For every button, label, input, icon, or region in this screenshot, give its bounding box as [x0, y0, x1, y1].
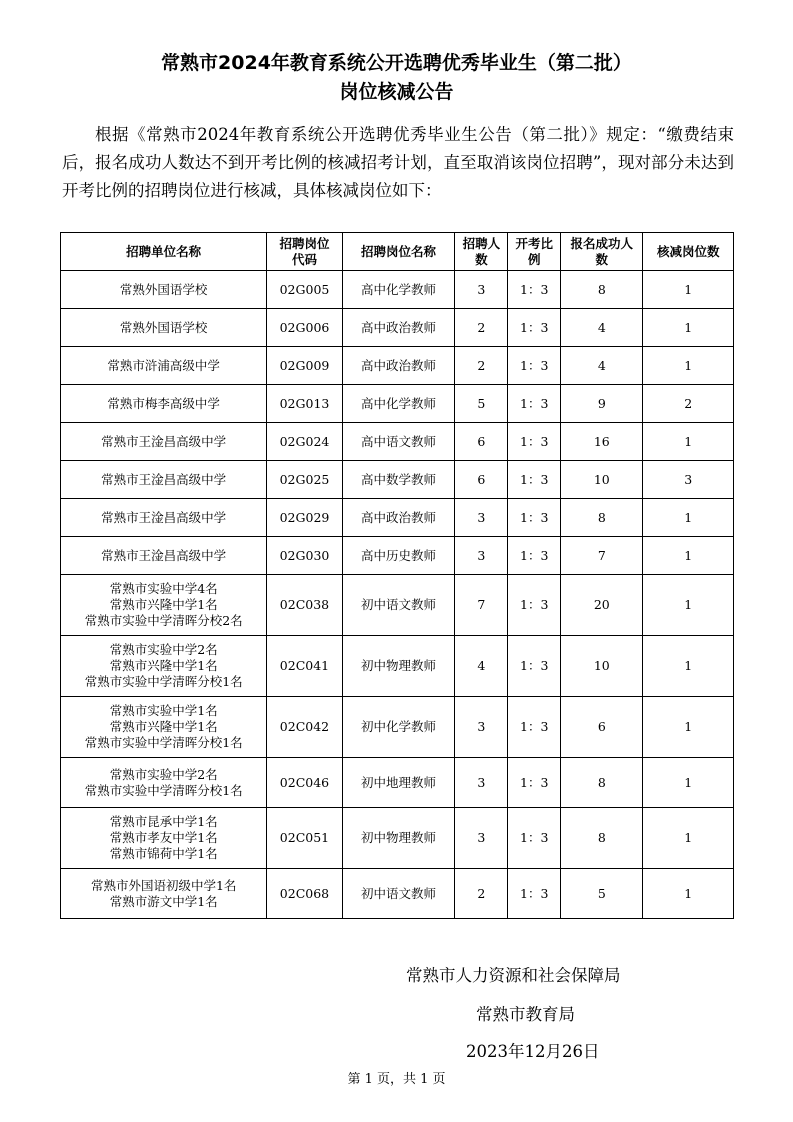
hire-count-cell: 2: [455, 347, 508, 385]
unit-name-cell: [61, 423, 267, 461]
column-header: [643, 233, 734, 271]
unit-name-cell: [61, 575, 267, 636]
hire-count-cell: 3: [455, 537, 508, 575]
cut-count-cell: 1: [643, 347, 734, 385]
table-row: [61, 636, 734, 697]
hire-count-cell: 2: [455, 869, 508, 919]
unit-name-cell: [61, 385, 267, 423]
applied-count-cell: 5: [561, 869, 643, 919]
post-code-cell: 02C068: [267, 869, 342, 919]
cut-count-cell: 1: [643, 271, 734, 309]
ratio-cell: 1：3: [508, 385, 561, 423]
applied-count-cell: 8: [561, 808, 643, 869]
ratio-cell: 1：3: [508, 636, 561, 697]
page-footer: 第 1 页，共 1 页: [347, 1072, 446, 1087]
post-name-cell: 初中物理教师: [342, 808, 455, 869]
unit-name-line: 常熟市浒浦高级中学: [107, 357, 220, 373]
column-header-text: 例: [527, 251, 541, 267]
post-code-cell: 02C042: [267, 697, 342, 758]
post-name-cell: 高中语文教师: [342, 423, 455, 461]
unit-name-line: 常熟市王淦昌高级中学: [101, 471, 227, 487]
post-code-cell: 02C046: [267, 758, 342, 808]
unit-name-line: 常熟市王淦昌高级中学: [101, 433, 227, 449]
hire-count-cell: 6: [455, 461, 508, 499]
unit-name-line: 常熟市兴隆中学1名: [109, 597, 218, 612]
intro-paragraph: 根据《常熟市2024年教育系统公开选聘优秀毕业生公告（第二批）》规定：“缴费结束后，报名成功人数达不到开考比例的核减招考计划，直至取消该岗位招聘”，现对部分未达到开考比例的招聘岗位进行核减，具体核减岗位如下：: [62, 125, 734, 200]
post-code-cell: 02G009: [267, 347, 342, 385]
ratio-cell: 1：3: [508, 869, 561, 919]
cut-count-cell: 1: [643, 575, 734, 636]
unit-name-line: 常熟市王淦昌高级中学: [101, 509, 227, 525]
unit-name-line: 常熟外国语学校: [119, 281, 208, 297]
column-header: [455, 233, 508, 271]
table-row: [61, 385, 734, 423]
post-name-cell: 高中化学教师: [342, 271, 455, 309]
column-header: [267, 233, 342, 271]
post-name-cell: 高中历史教师: [342, 537, 455, 575]
hire-count-cell: 3: [455, 808, 508, 869]
signature-date: 2023年12月26日: [466, 1042, 600, 1061]
cut-count-cell: 1: [643, 808, 734, 869]
post-code-cell: 02G024: [267, 423, 342, 461]
table-row: [61, 575, 734, 636]
post-code-cell: 02C038: [267, 575, 342, 636]
table-row: [61, 808, 734, 869]
unit-name-cell: [61, 271, 267, 309]
unit-name-line: 常熟市兴隆中学1名: [109, 719, 218, 734]
unit-name-line: 常熟外国语学校: [119, 319, 208, 335]
unit-name-line: 常熟市游文中学1名: [109, 893, 218, 909]
unit-name-line: 常熟市兴隆中学1名: [109, 658, 218, 673]
table-row: [61, 537, 734, 575]
applied-count-cell: 8: [561, 758, 643, 808]
table-header-row: [61, 233, 734, 271]
column-header: [561, 233, 643, 271]
column-header-text: 数: [475, 251, 488, 267]
table-row: [61, 309, 734, 347]
unit-name-line: 常熟市实验中学清晖分校2名: [84, 613, 243, 628]
cut-count-cell: 1: [643, 869, 734, 919]
cut-count-cell: 1: [643, 309, 734, 347]
column-header-text: 招聘人: [462, 235, 501, 251]
column-header: [342, 233, 455, 271]
applied-count-cell: 7: [561, 537, 643, 575]
hire-count-cell: 5: [455, 385, 508, 423]
unit-name-line: 常熟市王淦昌高级中学: [101, 547, 227, 563]
post-code-cell: 02G030: [267, 537, 342, 575]
post-code-cell: 02G029: [267, 499, 342, 537]
hire-count-cell: 7: [455, 575, 508, 636]
unit-name-line: 常熟市外国语初级中学1名: [90, 877, 237, 893]
unit-name-line: 常熟市昆承中学1名: [109, 814, 218, 829]
unit-name-cell: [61, 499, 267, 537]
signature-org-hr: 常熟市人力资源和社会保障局: [406, 966, 621, 985]
unit-name-line: 常熟市实验中学清晖分校1名: [84, 782, 243, 798]
unit-name-cell: [61, 758, 267, 808]
column-header-text: 代码: [291, 251, 317, 267]
unit-name-line: 常熟市梅李高级中学: [107, 395, 220, 411]
ratio-cell: 1：3: [508, 575, 561, 636]
table-row: [61, 758, 734, 808]
post-code-cell: 02G005: [267, 271, 342, 309]
cut-count-cell: 1: [643, 697, 734, 758]
hire-count-cell: 2: [455, 309, 508, 347]
applied-count-cell: 10: [561, 461, 643, 499]
ratio-cell: 1：3: [508, 758, 561, 808]
applied-count-cell: 4: [561, 309, 643, 347]
hire-count-cell: 3: [455, 697, 508, 758]
ratio-cell: 1：3: [508, 808, 561, 869]
cut-count-cell: 1: [643, 423, 734, 461]
column-header-text: 数: [595, 251, 609, 267]
hire-count-cell: 3: [455, 499, 508, 537]
ratio-cell: 1：3: [508, 347, 561, 385]
post-code-cell: 02C041: [267, 636, 342, 697]
column-header: [508, 233, 561, 271]
applied-count-cell: 8: [561, 499, 643, 537]
unit-name-cell: [61, 869, 267, 919]
unit-name-cell: [61, 636, 267, 697]
post-code-cell: 02G013: [267, 385, 342, 423]
table-row: [61, 869, 734, 919]
unit-name-cell: [61, 347, 267, 385]
post-name-cell: 初中语文教师: [342, 575, 455, 636]
cut-count-cell: 1: [643, 537, 734, 575]
column-header-text: 开考比: [515, 235, 553, 251]
applied-count-cell: 16: [561, 423, 643, 461]
unit-name-line: 常熟市实验中学清晖分校1名: [84, 674, 243, 689]
cut-count-cell: 3: [643, 461, 734, 499]
table-row: [61, 697, 734, 758]
column-header-text: 核减岗位数: [656, 243, 720, 259]
column-header-text: 招聘岗位: [279, 235, 330, 251]
post-code-cell: 02G025: [267, 461, 342, 499]
ratio-cell: 1：3: [508, 499, 561, 537]
document-title-line2: 岗位核减公告: [339, 81, 454, 103]
unit-name-line: 常熟市锦荷中学1名: [109, 846, 218, 861]
cut-count-cell: 1: [643, 499, 734, 537]
unit-name-cell: [61, 309, 267, 347]
cut-count-cell: 1: [643, 758, 734, 808]
table-row: [61, 499, 734, 537]
post-name-cell: 初中语文教师: [342, 869, 455, 919]
cut-count-cell: 2: [643, 385, 734, 423]
post-code-cell: 02G006: [267, 309, 342, 347]
post-name-cell: 高中政治教师: [342, 499, 455, 537]
post-name-cell: 初中化学教师: [342, 697, 455, 758]
hire-count-cell: 4: [455, 636, 508, 697]
post-name-cell: 高中数学教师: [342, 461, 455, 499]
column-header: [61, 233, 267, 271]
unit-name-cell: [61, 461, 267, 499]
unit-name-line: 常熟市实验中学2名: [109, 766, 218, 782]
ratio-cell: 1：3: [508, 697, 561, 758]
applied-count-cell: 4: [561, 347, 643, 385]
post-name-cell: 初中物理教师: [342, 636, 455, 697]
unit-name-line: 常熟市实验中学4名: [109, 581, 218, 596]
ratio-cell: 1：3: [508, 423, 561, 461]
table-row: [61, 461, 734, 499]
post-name-cell: 初中地理教师: [342, 758, 455, 808]
hire-count-cell: 3: [455, 271, 508, 309]
unit-name-cell: [61, 697, 267, 758]
post-code-cell: 02C051: [267, 808, 342, 869]
signature-org-education: 常熟市教育局: [476, 1005, 575, 1024]
unit-name-line: 常熟市实验中学1名: [109, 703, 218, 718]
column-header-text: 报名成功人: [570, 235, 634, 251]
applied-count-cell: 9: [561, 385, 643, 423]
applied-count-cell: 20: [561, 575, 643, 636]
post-name-cell: 高中政治教师: [342, 347, 455, 385]
table-body: [61, 271, 734, 919]
unit-name-cell: [61, 808, 267, 869]
post-reduction-table: [60, 232, 734, 919]
unit-name-cell: [61, 537, 267, 575]
ratio-cell: 1：3: [508, 271, 561, 309]
cut-count-cell: 1: [643, 636, 734, 697]
hire-count-cell: 6: [455, 423, 508, 461]
table-row: [61, 423, 734, 461]
table-row: [61, 347, 734, 385]
unit-name-line: 常熟市孝友中学1名: [109, 830, 218, 845]
post-name-cell: 高中政治教师: [342, 309, 455, 347]
column-header-text: 招聘岗位名称: [360, 243, 436, 259]
ratio-cell: 1：3: [508, 537, 561, 575]
table-row: [61, 271, 734, 309]
column-header-text: 招聘单位名称: [126, 243, 202, 259]
unit-name-line: 常熟市实验中学清晖分校1名: [84, 735, 243, 750]
ratio-cell: 1：3: [508, 461, 561, 499]
unit-name-line: 常熟市实验中学2名: [109, 642, 218, 657]
document-title-line1: 常熟市2024年教育系统公开选聘优秀毕业生（第二批）: [161, 52, 632, 74]
ratio-cell: 1：3: [508, 309, 561, 347]
post-name-cell: 高中化学教师: [342, 385, 455, 423]
applied-count-cell: 10: [561, 636, 643, 697]
applied-count-cell: 6: [561, 697, 643, 758]
hire-count-cell: 3: [455, 758, 508, 808]
applied-count-cell: 8: [561, 271, 643, 309]
